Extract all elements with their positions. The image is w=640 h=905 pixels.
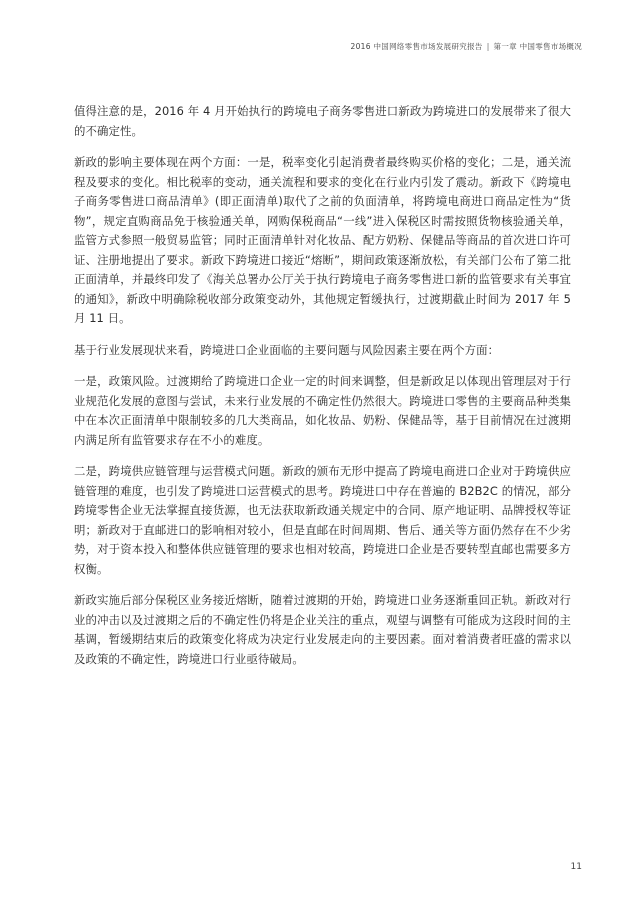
paragraph: 二是，跨境供应链管理与运营模式问题。新政的颁布无形中提高了跨境电商进口企业对于跨境供应链管理的难度，也引发了跨境进口运营模式的思考。跨境进口中存在普遍的 B2B2C 的情况，部分跨境零售企业无法掌握直接货源，也无法获取新政通关规定中的合同、原产地证明、品牌授权等证明；新政对于直邮进口的影响相对较小，但是直邮在时间周期、售后、通关等方面仍然存在不少劣势，对于资本投入和整体供应链管理的要求也相对较高，跨境进口企业是否要转型直邮也需要多方权衡。: [74, 464, 571, 576]
paragraph: 值得注意的是，2016 年 4 月开始执行的跨境电子商务零售进口新政为跨境进口的发展带来了很大的不确定性。: [74, 104, 571, 138]
running-header: [351, 41, 582, 52]
body-text: [74, 102, 571, 681]
chapter-title: 第一章 中国零售市场概况: [493, 42, 582, 51]
paragraph: 一是，政策风险。过渡期给了跨境进口企业一定的时间来调整，但是新政足以体现出管理层对于行业规范化发展的意图与尝试，未来行业发展的不确定性仍然很大。跨境进口零售的主要商品种类集中在本次正面清单中限制较多的几大类商品，如化妆品、奶粉、保健品等，基于目前情况在过渡期内满足所有监管要求存在不小的难度。: [74, 374, 571, 447]
page-number: 11: [570, 862, 582, 872]
paragraph: 新政实施后部分保税区业务接近熔断，随着过渡期的开始，跨境进口业务逐渐重回正轨。新政对行业的冲击以及过渡期之后的不确定性仍将是企业关注的重点，观望与调整有可能成为这段时间的主基调，暂缓期结束后的政策变化将成为决定行业发展走向的主要因素。面对着消费者旺盛的需求以及政策的不确定性，跨境进口行业亟待破局。: [74, 593, 571, 666]
paragraph: 基于行业发展现状来看，跨境进口企业面临的主要问题与风险因素主要在两个方面：: [74, 342, 500, 357]
paragraph: 新政的影响主要体现在两个方面：一是，税率变化引起消费者最终购买价格的变化；二是，通关流程及要求的变化。相比税率的变动，通关流程和要求的变化在行业内引发了震动。新政下《跨境电子商务零售进口商品清单》(即正面清单)取代了之前的负面清单，将跨境电商进口商品定性为“货物”，规定直购商品免于核验通关单，网购保税商品“一线”进入保税区时需按照货物核验通关单，监管方式参照一般贸易监管；同时正面清单针对化妆品、配方奶粉、保健品等商品的首次进口许可证、注册地提出了要求。新政下跨境进口接近“熔断”，期间政策逐渐放松，有关部门公布了第二批正面清单，并最终印发了《海关总署办公厅关于执行跨境电子商务零售进口新的监管要求有关事宜的通知》，新政中明确除税收部分政策变动外，其他规定暂缓执行，过渡期截止时间为 2017 年 5 月 11 日。: [74, 155, 571, 325]
report-title: 2016 中国网络零售市场发展研究报告: [350, 42, 483, 51]
header-separator: |: [486, 42, 490, 51]
